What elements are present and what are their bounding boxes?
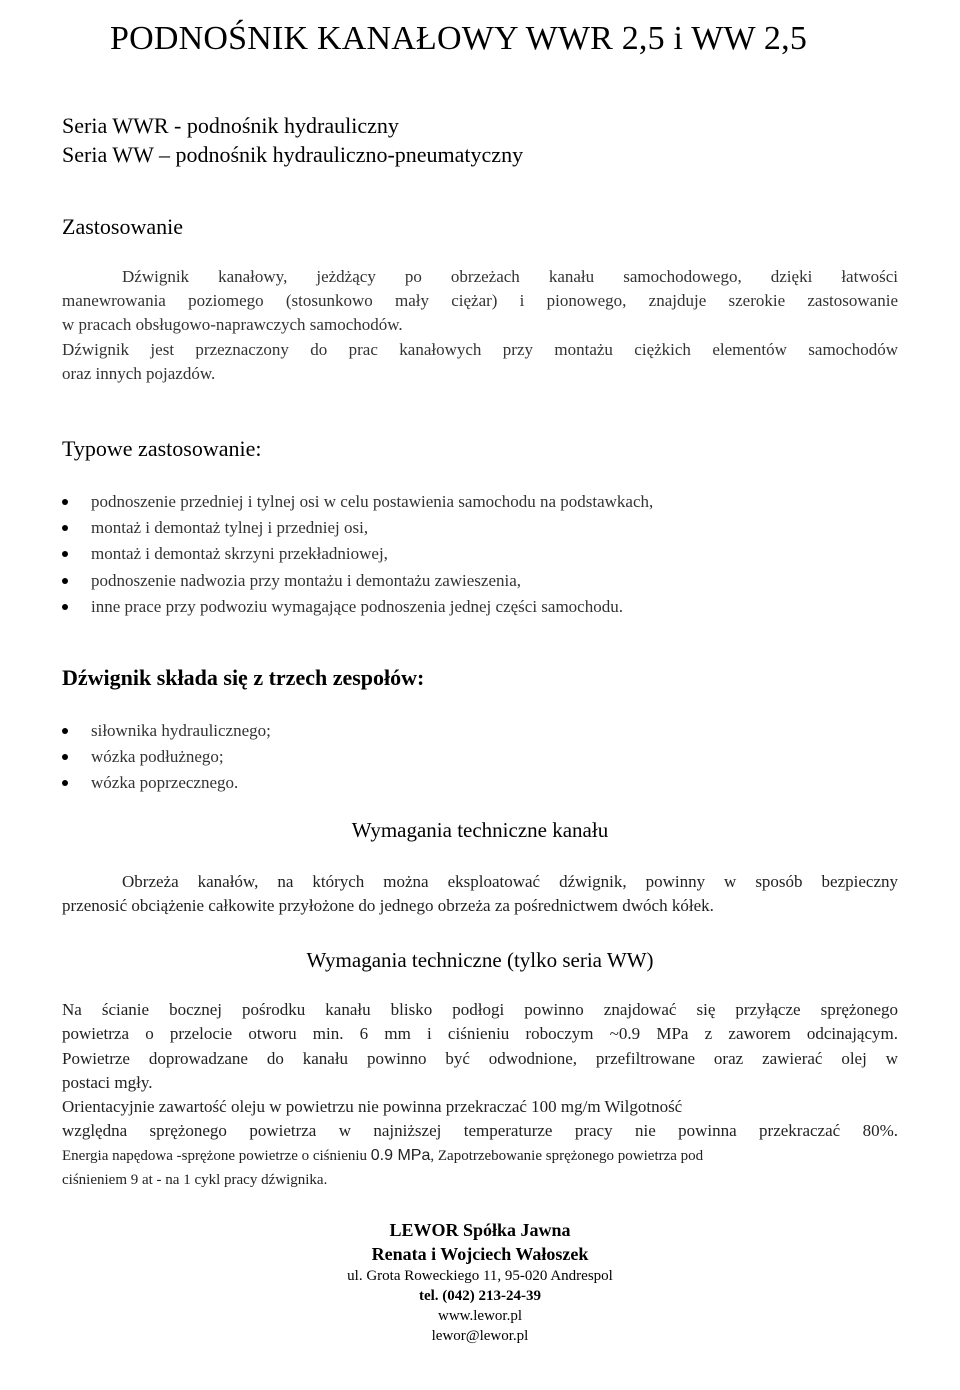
ww-line-2: powietrza o przelocie otworu min. 6 mm i ciśnieniu roboczym ~0.9 MPa z zaworem odcinającym. — [62, 1024, 898, 1044]
series-ww: Seria WW – podnośnik hydrauliczno-pneumatyczny — [62, 142, 524, 167]
zastosowanie-line-1: Dźwignik kanałowy, jeżdżący po obrzeżach kanału samochodowego, dzięki łatwości — [122, 267, 898, 286]
company-phone: tel. (042) 213-24-39 — [418, 1288, 542, 1304]
company-website-link[interactable]: www.lewor.pl — [437, 1308, 523, 1324]
list-item: wózka poprzecznego. — [62, 770, 271, 796]
bullet-icon — [62, 754, 68, 760]
heading-wymagania-kanalu: Wymagania techniczne kanału — [351, 818, 609, 842]
list-item: podnoszenie przedniej i tylnej osi w celu postawienia samochodu na podstawkach, — [62, 489, 653, 515]
energy-text-post: , Zapotrzebowanie sprężonego powietrza pod — [430, 1147, 704, 1164]
bullet-icon — [62, 780, 68, 786]
typowe-list — [62, 489, 653, 620]
bullet-icon — [62, 499, 68, 505]
document-title: PODNOŚNIK KANAŁOWY WWR 2,5 i WW 2,5 — [110, 20, 808, 57]
bullet-icon — [62, 578, 68, 584]
zespoly-list — [62, 718, 271, 797]
company-address: ul. Grota Roweckiego 11, 95-020 Andrespol — [347, 1268, 613, 1284]
heading-zespoly: Dźwignik składa się z trzech zespołów: — [62, 665, 425, 690]
company-owners: Renata i Wojciech Wałoszek — [371, 1244, 589, 1264]
heading-wymagania-ww: Wymagania techniczne (tylko seria WW) — [306, 948, 654, 972]
paragraph-ww — [62, 998, 898, 1192]
list-item: montaż i demontaż skrzyni przekładniowej, — [62, 541, 653, 567]
zastosowanie-line-2: manewrowania poziomego (stosunkowo mały ciężar) i pionowego, znajduje szerokie zastosowanie — [62, 291, 898, 311]
series-wwr: Seria WWR - podnośnik hydrauliczny — [62, 113, 399, 138]
ww-line-1: Na ścianie bocznej pośrodku kanału blisko podłogi powinno znajdować się przyłącze sprężonego — [62, 1000, 898, 1019]
paragraph-kanal — [62, 870, 898, 919]
kanal-line-1: Obrzeża kanałów, na których można eksploatować dźwignik, powinny w sposób bezpieczny — [122, 872, 898, 891]
zastosowanie-line-4: Dźwignik jest przeznaczony do prac kanałowych przy montażu ciężkich elementów samochodów — [62, 339, 898, 359]
company-email-link[interactable]: lewor@lewor.pl — [431, 1328, 529, 1344]
bullet-icon — [62, 551, 68, 557]
paragraph-zastosowanie — [62, 265, 898, 386]
zastosowanie-line-3: w pracach obsługowo-naprawczych samochodów. — [62, 315, 403, 335]
ww-energy-line — [62, 1144, 898, 1168]
energy-pressure-value: 0.9 MPa — [370, 1146, 431, 1164]
bullet-icon — [62, 604, 68, 610]
zastosowanie-line-5: oraz innych pojazdów. — [62, 363, 216, 383]
heading-typowe-zastosowanie: Typowe zastosowanie: — [62, 436, 262, 461]
ww-energy-last-line: ciśnieniem 9 at - na 1 cykl pracy dźwignika. — [62, 1172, 328, 1189]
list-item: podnoszenie nadwozia przy montażu i demontażu zawieszenia, — [62, 568, 653, 594]
company-name: LEWOR Spółka Jawna — [389, 1220, 571, 1240]
bullet-icon — [62, 728, 68, 734]
ww-line-6: względna sprężonego powietrza w najniższej temperaturze pracy nie powinna przekraczać 80%. — [62, 1121, 898, 1141]
ww-line-3: Powietrze doprowadzane do kanału powinno być odwodnione, przefiltrowane oraz zawierać olej w — [62, 1048, 898, 1068]
list-item: siłownika hydraulicznego; — [62, 718, 271, 744]
energy-text-pre: Energia napędowa -sprężone powietrze o ciśnieniu — [62, 1147, 371, 1164]
kanal-line-2: przenosić obciążenie całkowite przyłożone do jednego obrzeża za pośrednictwem dwóch kółek. — [62, 896, 714, 916]
series-list — [62, 111, 523, 169]
list-item: montaż i demontaż tylnej i przedniej osi, — [62, 515, 653, 541]
heading-zastosowanie: Zastosowanie — [62, 214, 183, 239]
bullet-icon — [62, 525, 68, 531]
company-footer — [0, 1218, 960, 1346]
list-item: wózka podłużnego; — [62, 744, 271, 770]
ww-line-4: postaci mgły. — [62, 1072, 153, 1092]
list-item: inne prace przy podwoziu wymagające podnoszenia jednej części samochodu. — [62, 594, 653, 620]
ww-line-5: Orientacyjnie zawartość oleju w powietrzu nie powinna przekraczać 100 mg/m Wilgotność — [62, 1097, 683, 1117]
